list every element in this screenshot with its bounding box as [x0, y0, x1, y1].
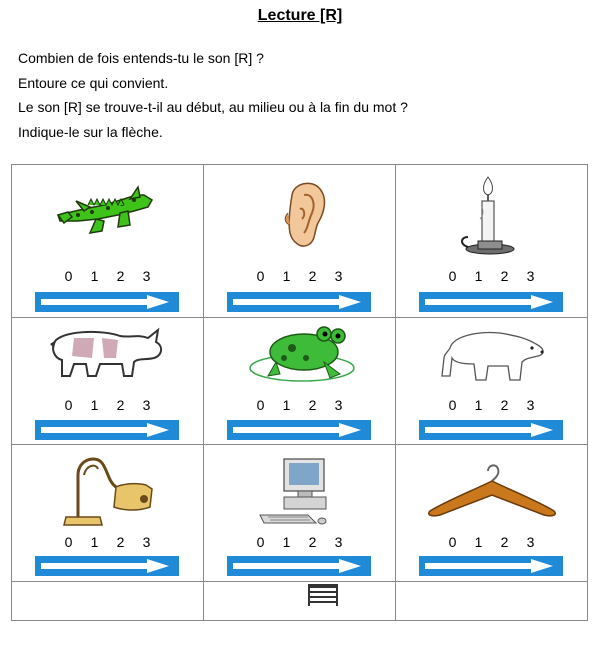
count-choice-2[interactable]: 2	[116, 534, 125, 550]
count-choices	[204, 397, 395, 413]
count-choices	[12, 534, 203, 550]
exercise-cell-candle	[395, 164, 588, 318]
count-choice-1[interactable]: 1	[474, 268, 483, 284]
exercise-cell-crocodile	[11, 164, 204, 318]
count-choice-2[interactable]: 2	[500, 397, 509, 413]
count-choice-2[interactable]: 2	[308, 397, 317, 413]
count-choice-0[interactable]: 0	[448, 268, 457, 284]
count-choices	[12, 397, 203, 413]
count-choice-1[interactable]: 1	[474, 397, 483, 413]
count-choices	[204, 268, 395, 284]
count-choice-0[interactable]: 0	[256, 534, 265, 550]
position-arrow[interactable]	[419, 556, 563, 576]
rhinoceros-icon	[12, 318, 203, 390]
count-choice-3[interactable]: 3	[526, 397, 535, 413]
count-choices	[396, 534, 587, 550]
exercise-cell-partial	[11, 581, 204, 621]
ear-icon	[204, 165, 395, 261]
position-arrow[interactable]	[227, 420, 371, 440]
instruction-line-4: Indique-le sur la flèche.	[18, 124, 163, 140]
count-choice-0[interactable]: 0	[256, 268, 265, 284]
coat-hanger-icon	[396, 445, 587, 529]
exercise-cell-computer	[203, 444, 396, 582]
count-choices	[396, 268, 587, 284]
exercise-cell-hanger	[395, 444, 588, 582]
count-choice-1[interactable]: 1	[90, 534, 99, 550]
count-choice-2[interactable]: 2	[116, 397, 125, 413]
count-choice-1[interactable]: 1	[90, 397, 99, 413]
instruction-line-1: Combien de fois entends-tu le son [R] ?	[18, 50, 264, 66]
candle-icon	[396, 165, 587, 261]
page-title: Lecture [R]	[257, 7, 343, 24]
count-choice-1[interactable]: 1	[474, 534, 483, 550]
count-choice-0[interactable]: 0	[64, 268, 73, 284]
frog-icon	[204, 318, 395, 390]
partial-picture-icon	[308, 584, 338, 606]
count-choice-0[interactable]: 0	[64, 397, 73, 413]
vacuum-cleaner-icon	[12, 445, 203, 529]
exercise-cell-polar-bear	[395, 317, 588, 445]
count-choice-2[interactable]: 2	[500, 268, 509, 284]
exercise-cell-ear	[203, 164, 396, 318]
count-choice-3[interactable]: 3	[334, 268, 343, 284]
count-choice-3[interactable]: 3	[334, 397, 343, 413]
count-choices	[204, 534, 395, 550]
count-choice-2[interactable]: 2	[500, 534, 509, 550]
count-choice-3[interactable]: 3	[526, 534, 535, 550]
exercise-cell-partial	[203, 581, 396, 621]
exercise-cell-rhinoceros	[11, 317, 204, 445]
computer-icon	[204, 445, 395, 529]
count-choice-1[interactable]: 1	[90, 268, 99, 284]
count-choice-2[interactable]: 2	[308, 534, 317, 550]
count-choice-3[interactable]: 3	[526, 268, 535, 284]
polar-bear-icon	[396, 318, 587, 390]
position-arrow[interactable]	[419, 420, 563, 440]
position-arrow[interactable]	[35, 292, 179, 312]
count-choice-0[interactable]: 0	[256, 397, 265, 413]
position-arrow[interactable]	[419, 292, 563, 312]
exercise-cell-frog	[203, 317, 396, 445]
count-choice-1[interactable]: 1	[282, 534, 291, 550]
position-arrow[interactable]	[227, 556, 371, 576]
count-choice-3[interactable]: 3	[142, 397, 151, 413]
count-choices	[396, 397, 587, 413]
position-arrow[interactable]	[35, 420, 179, 440]
count-choice-1[interactable]: 1	[282, 397, 291, 413]
count-choice-3[interactable]: 3	[142, 268, 151, 284]
exercise-cell-vacuum	[11, 444, 204, 582]
count-choice-2[interactable]: 2	[308, 268, 317, 284]
count-choice-2[interactable]: 2	[116, 268, 125, 284]
exercise-grid	[11, 164, 588, 664]
count-choice-0[interactable]: 0	[448, 397, 457, 413]
count-choice-3[interactable]: 3	[334, 534, 343, 550]
count-choices	[12, 268, 203, 284]
position-arrow[interactable]	[227, 292, 371, 312]
count-choice-1[interactable]: 1	[282, 268, 291, 284]
instruction-line-3: Le son [R] se trouve-t-il au début, au milieu ou à la fin du mot ?	[18, 99, 408, 115]
count-choice-0[interactable]: 0	[64, 534, 73, 550]
position-arrow[interactable]	[35, 556, 179, 576]
count-choice-3[interactable]: 3	[142, 534, 151, 550]
instruction-line-2: Entoure ce qui convient.	[18, 75, 169, 91]
exercise-cell-partial	[395, 581, 588, 621]
count-choice-0[interactable]: 0	[448, 534, 457, 550]
crocodile-icon	[12, 165, 203, 261]
